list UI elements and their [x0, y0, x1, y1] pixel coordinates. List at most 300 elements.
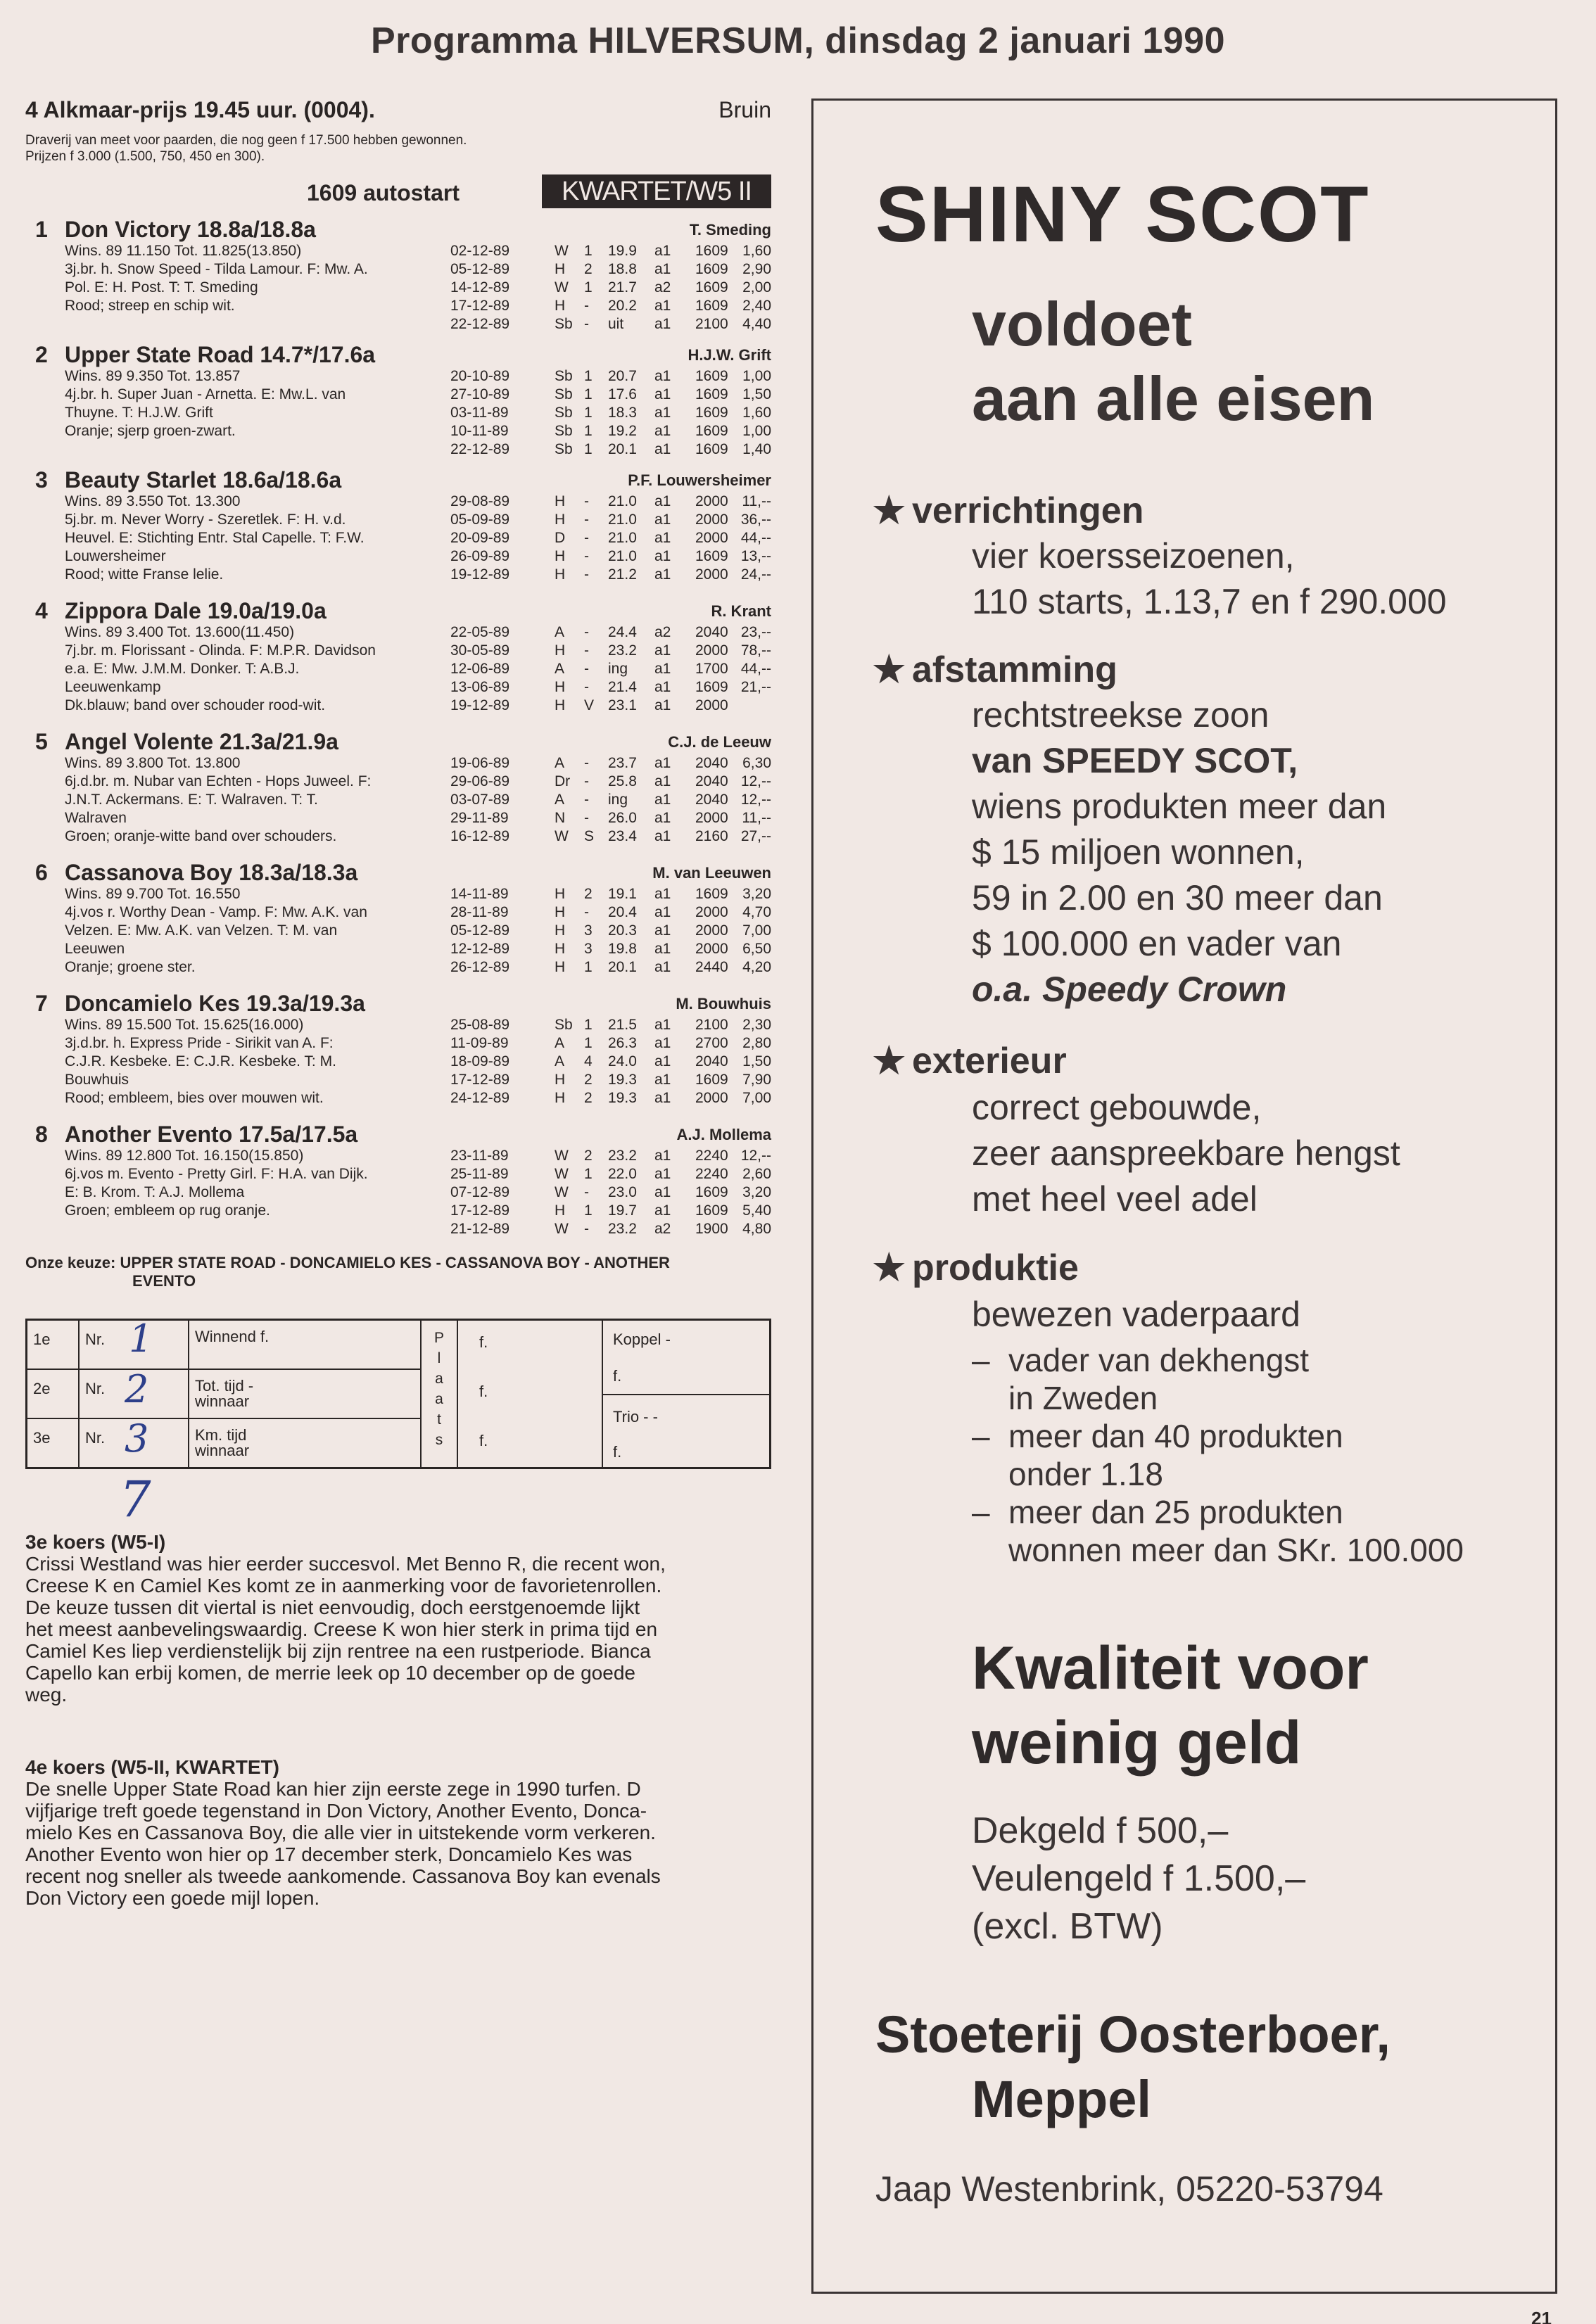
result-number-label: Nr.	[85, 1380, 106, 1397]
result-odds: 2,40	[742, 298, 771, 314]
result-date: 21-12-89	[450, 1221, 510, 1237]
result-track: A	[555, 792, 565, 808]
result-date: 20-09-89	[450, 530, 510, 546]
result-row	[450, 297, 771, 315]
ad-quality-line: Kwaliteit voor	[972, 1634, 1369, 1702]
result-odds: 4,70	[742, 904, 771, 920]
ad-section-text	[972, 1292, 1300, 1338]
result-label-line: winnaar	[195, 1442, 250, 1459]
result-track: H	[555, 959, 566, 975]
star-icon: ★	[873, 490, 906, 531]
result-track: Sb	[555, 423, 573, 439]
horse-driver: C.J. de Leeuw	[668, 733, 771, 751]
horse-header	[25, 217, 771, 242]
horse-info-line: Wins. 89 3.800 Tot. 13.800	[65, 755, 241, 771]
result-distance: 2040	[695, 755, 728, 771]
horse-header	[25, 342, 771, 367]
horse-info	[65, 754, 473, 846]
result-row	[450, 1220, 771, 1238]
horse-results	[450, 623, 771, 715]
result-date: 02-12-89	[450, 243, 510, 259]
result-date: 22-12-89	[450, 441, 510, 457]
ad-quality-line: weinig geld	[972, 1709, 1302, 1777]
result-date: 25-11-89	[450, 1166, 509, 1182]
result-time: 19.7	[608, 1202, 637, 1219]
result-date: 05-12-89	[450, 922, 510, 939]
page-number: 21	[1531, 2308, 1552, 2324]
result-odds: 3,20	[742, 1184, 771, 1200]
result-row	[450, 623, 771, 642]
result-date: 17-12-89	[450, 1202, 510, 1219]
result-row	[450, 678, 771, 697]
result-time: 20.4	[608, 904, 637, 920]
result-start: a1	[654, 1053, 671, 1069]
ad-tagline-line: aan alle eisen	[972, 364, 1375, 433]
horse-name: Upper State Road 14.7*/17.6a	[65, 342, 376, 367]
horse-info-line: Groen; embleem op rug oranje.	[65, 1202, 270, 1219]
result-start: a1	[654, 1184, 671, 1200]
result-start: a1	[654, 1035, 671, 1051]
result-time: 23.2	[608, 642, 637, 659]
result-label-line: winnaar	[195, 1392, 250, 1410]
plaats-amount-field[interactable]: f.	[458, 1370, 603, 1419]
horse-header	[25, 1122, 771, 1147]
result-distance: 2000	[695, 697, 728, 713]
result-distance: 2040	[695, 624, 728, 640]
horse-info-line: 6j.vos m. Evento - Pretty Girl. F: H.A. van Dijk.	[65, 1166, 368, 1182]
commentary-heading: 4e koers (W5-II, KWARTET)	[25, 1756, 279, 1778]
result-place: 2	[584, 886, 593, 902]
trio-label: Trio - -	[613, 1408, 658, 1425]
ad-tagline-line: voldoet	[972, 289, 1192, 359]
result-track: H	[555, 261, 566, 277]
result-place: -	[584, 755, 589, 771]
ad-dash-text: meer dan 25 produkten	[1008, 1494, 1343, 1530]
result-distance: 1900	[695, 1221, 728, 1237]
result-odds: 11,--	[742, 810, 771, 826]
result-date: 19-12-89	[450, 566, 510, 583]
result-date: 18-09-89	[450, 1053, 510, 1069]
handwritten-number: 1	[129, 1316, 153, 1361]
divider	[603, 1394, 769, 1395]
result-start: a1	[654, 441, 671, 457]
horse-info-line: 4j.vos r. Worthy Dean - Vamp. F: Mw. A.K. van	[65, 904, 367, 920]
horse-info-line: 4j.br. h. Super Juan - Arnetta. E: Mw.L. van	[65, 386, 346, 402]
result-distance: 2040	[695, 773, 728, 789]
result-time: 23.4	[608, 828, 637, 844]
result-track: Sb	[555, 368, 573, 384]
result-row	[450, 697, 771, 715]
result-place: -	[584, 773, 589, 789]
result-place: -	[584, 1221, 589, 1237]
horse-info-line: Wins. 89 9.350 Tot. 13.857	[65, 368, 241, 384]
ad-bullet-label: produktie	[912, 1247, 1079, 1288]
result-place: -	[584, 810, 589, 826]
our-choice	[25, 1254, 771, 1290]
ad-line	[972, 738, 1386, 784]
result-place: 4	[584, 1053, 593, 1069]
result-date: 13-06-89	[450, 679, 510, 695]
result-position: 1e	[27, 1321, 80, 1369]
result-track: H	[555, 512, 566, 528]
ad-bullet	[873, 490, 1144, 532]
commentary-line: De keuze tussen dit viertal is niet eenvoudig, doch eerstgenoemde lijkt	[25, 1596, 640, 1618]
result-label	[189, 1370, 422, 1418]
result-place: -	[584, 512, 589, 528]
result-start: a1	[654, 679, 671, 695]
result-row	[450, 642, 771, 660]
ad-line-text: o.a. Speedy Crown	[972, 970, 1287, 1009]
ad-brand: SHINY SCOT	[875, 170, 1370, 258]
result-number-label: Nr.	[85, 1429, 106, 1447]
result-place: -	[584, 548, 589, 564]
result-place: 1	[584, 405, 593, 421]
result-track: A	[555, 1035, 565, 1051]
ad-section-text	[972, 1085, 1400, 1222]
result-track: W	[555, 243, 569, 259]
horse-entry	[25, 342, 771, 457]
result-date: 27-10-89	[450, 386, 510, 402]
result-time: 25.8	[608, 773, 637, 789]
result-place: -	[584, 493, 589, 509]
commentary-line: Creese K en Camiel Kes komt ze in aanmerking voor de favorietenrollen.	[25, 1575, 662, 1596]
result-distance: 2100	[695, 316, 728, 332]
result-track: H	[555, 566, 566, 583]
result-start: a1	[654, 530, 671, 546]
commentary-race-3	[25, 1531, 771, 1706]
result-odds: 1,60	[742, 243, 771, 259]
result-odds: 1,00	[742, 423, 771, 439]
horse-entry	[25, 598, 771, 713]
ad-bullet	[873, 1040, 1067, 1082]
result-track: H	[555, 941, 566, 957]
result-time: 20.2	[608, 298, 637, 314]
result-date: 26-09-89	[450, 548, 510, 564]
result-odds: 5,40	[742, 1202, 771, 1219]
result-start: a1	[654, 548, 671, 564]
result-place: -	[584, 642, 589, 659]
horse-info-line: Thuyne. T: H.J.W. Grift	[65, 405, 213, 421]
ad-line: $ 100.000 en vader van	[972, 924, 1342, 963]
race-start: 1609 autostart	[307, 180, 460, 205]
result-number-field[interactable]	[80, 1367, 189, 1418]
result-start: a1	[654, 792, 671, 808]
result-row	[450, 493, 771, 511]
result-odds: 12,--	[740, 1148, 771, 1164]
horse-info-line: Wins. 89 3.400 Tot. 13.600(11.450)	[65, 624, 295, 640]
result-start: a1	[654, 697, 671, 713]
result-track: Sb	[555, 405, 573, 421]
result-distance: 2240	[695, 1166, 728, 1182]
horse-name: Don Victory 18.8a/18.8a	[65, 217, 316, 242]
result-time: 19.2	[608, 423, 637, 439]
result-place: 1	[584, 1035, 593, 1051]
result-track: W	[555, 828, 569, 844]
ad-dash-list	[972, 1341, 1464, 1569]
result-start: a1	[654, 493, 671, 509]
result-label	[189, 1419, 422, 1467]
result-odds: 1,40	[742, 441, 771, 457]
result-row	[27, 1416, 422, 1468]
horse-info	[65, 1147, 473, 1220]
result-time: 20.1	[608, 959, 637, 975]
horse-results	[450, 1147, 771, 1238]
horse-info-line: 7j.br. m. Florissant - Olinda. F: M.P.R. Davidson	[65, 642, 376, 659]
result-distance: 2040	[695, 792, 728, 808]
result-start: a1	[654, 386, 671, 402]
ad-bullet-label: afstamming	[912, 649, 1117, 690]
result-odds: 7,90	[742, 1072, 771, 1088]
result-place: 1	[584, 279, 593, 296]
ad-line: zeer aanspreekbare hengst	[972, 1134, 1400, 1173]
result-row	[27, 1367, 422, 1419]
plaats-letter: t	[437, 1411, 441, 1428]
result-time: 18.3	[608, 405, 637, 421]
horse-name: Beauty Starlet 18.6a/18.6a	[65, 467, 342, 493]
result-place: -	[584, 566, 589, 583]
result-date: 30-05-89	[450, 642, 510, 659]
result-row	[450, 773, 771, 791]
commentary-line: Another Evento won hier op 17 december sterk, Doncamielo Kes was	[25, 1843, 633, 1865]
plaats-amount-field[interactable]: f.	[458, 1419, 603, 1467]
result-row	[450, 1202, 771, 1220]
result-time: ing	[608, 661, 628, 677]
result-form	[25, 1316, 771, 1469]
result-odds: 6,50	[742, 941, 771, 957]
ad-line: rechtstreekse zoon	[972, 695, 1269, 735]
result-track: A	[555, 755, 565, 771]
plaats-letter: a	[435, 1391, 443, 1407]
result-start: a1	[654, 1017, 671, 1033]
result-track: H	[555, 298, 566, 314]
result-place: V	[584, 697, 595, 713]
result-date: 22-12-89	[450, 316, 510, 332]
horse-info	[65, 493, 473, 584]
horse-results	[450, 242, 771, 334]
result-odds: 13,--	[740, 548, 771, 564]
commentary-line: recent nog sneller als tweede aankomende. Cassanova Boy kan evenals	[25, 1865, 661, 1887]
commentary-line: weg.	[25, 1684, 68, 1706]
horse-info-line: Wins. 89 3.550 Tot. 13.300	[65, 493, 241, 509]
plaats-letter: s	[435, 1432, 443, 1448]
horse-entry	[25, 467, 771, 583]
result-start: a1	[654, 566, 671, 583]
commentary-line: mielo Kes en Cassanova Boy, die alle vier in uitstekende vorm verkeren.	[25, 1822, 656, 1843]
result-distance: 2040	[695, 1053, 728, 1069]
horse-info-line: Louwersheimer	[65, 548, 166, 564]
result-time: 19.3	[608, 1072, 637, 1088]
result-time: 19.3	[608, 1090, 637, 1106]
result-start: a2	[654, 1221, 671, 1237]
ad-stud-name: Stoeterij Oosterboer,	[875, 2005, 1391, 2064]
result-date: 17-12-89	[450, 1072, 510, 1088]
horse-number: 3	[35, 467, 48, 493]
result-odds: 12,--	[740, 773, 771, 789]
result-track: H	[555, 886, 566, 902]
race-description-line: Prijzen f 3.000 (1.500, 750, 450 en 300).	[25, 149, 265, 164]
result-time: 20.7	[608, 368, 637, 384]
result-row	[450, 404, 771, 422]
result-start: a1	[654, 810, 671, 826]
horse-results	[450, 367, 771, 459]
result-date: 22-05-89	[450, 624, 510, 640]
star-icon: ★	[873, 1041, 906, 1081]
commentary-line: De snelle Upper State Road kan hier zijn eerste zege in 1990 turfen. D	[25, 1778, 641, 1800]
result-place: 2	[584, 261, 593, 277]
result-start: a1	[654, 1072, 671, 1088]
result-place: -	[584, 624, 589, 640]
our-choice-line: EVENTO	[132, 1272, 196, 1290]
result-place: 1	[584, 386, 593, 402]
ad-bullet	[873, 649, 1117, 691]
result-distance: 2000	[695, 904, 728, 920]
horse-driver: R. Krant	[711, 602, 771, 620]
result-date: 17-12-89	[450, 298, 510, 314]
result-date: 05-09-89	[450, 512, 510, 528]
result-row	[27, 1316, 422, 1370]
ad-contact: Jaap Westenbrink, 05220-53794	[875, 2169, 1383, 2209]
result-time: 21.0	[608, 493, 637, 509]
result-start: a1	[654, 904, 671, 920]
result-date: 20-10-89	[450, 368, 510, 384]
result-date: 19-06-89	[450, 755, 510, 771]
result-place: 1	[584, 368, 593, 384]
result-start: a1	[654, 512, 671, 528]
horse-driver: H.J.W. Grift	[688, 346, 771, 364]
result-start: a1	[654, 1090, 671, 1106]
result-date: 29-06-89	[450, 773, 510, 789]
result-start: a1	[654, 316, 671, 332]
result-place: -	[584, 530, 589, 546]
ad-bullet	[873, 1247, 1079, 1289]
result-odds: 11,--	[742, 493, 771, 509]
horse-name: Doncamielo Kes 19.3a/19.3a	[65, 991, 365, 1016]
result-track: Dr	[555, 773, 571, 789]
horse-name: Cassanova Boy 18.3a/18.3a	[65, 860, 358, 885]
handwritten-number: 2	[125, 1367, 149, 1411]
horse-info	[65, 367, 473, 440]
result-track: Sb	[555, 316, 573, 332]
result-place: 3	[584, 941, 593, 957]
result-odds: 78,--	[740, 642, 771, 659]
horse-entry	[25, 991, 771, 1106]
result-row	[450, 1053, 771, 1071]
horse-info-line: 3j.d.br. h. Express Pride - Sirikit van A. F:	[65, 1035, 334, 1051]
result-row	[450, 1016, 771, 1034]
horse-info-line: Wins. 89 9.700 Tot. 16.550	[65, 886, 241, 902]
result-place: 1	[584, 1166, 593, 1182]
race-description	[25, 132, 771, 165]
our-choice-line: Onze keuze: UPPER STATE ROAD - DONCAMIELO KES - CASSANOVA BOY - ANOTHER	[25, 1254, 670, 1271]
result-odds: 7,00	[742, 1090, 771, 1106]
result-track: N	[555, 810, 566, 826]
result-time: 21.2	[608, 566, 637, 583]
result-odds: 4,40	[742, 316, 771, 332]
trio-amount-field[interactable]: f.	[613, 1443, 622, 1461]
result-date: 23-11-89	[450, 1148, 509, 1164]
horse-info-line: 3j.br. h. Snow Speed - Tilda Lamour. F: Mw. A.	[65, 261, 368, 277]
horse-results	[450, 885, 771, 977]
result-track: H	[555, 548, 566, 564]
horse-number: 7	[35, 991, 48, 1016]
star-icon: ★	[873, 649, 906, 690]
ad-line: correct gebouwde,	[972, 1088, 1262, 1127]
result-row	[450, 809, 771, 827]
kwartet-badge: KWARTET/W5 II	[542, 174, 771, 208]
result-time: 23.2	[608, 1148, 637, 1164]
horse-info-line: Walraven	[65, 810, 127, 826]
result-odds: 4,80	[742, 1221, 771, 1237]
horse-info-line: Heuvel. E: Stichting Entr. Stal Capelle. T: F.W.	[65, 530, 365, 546]
horse-info-line: Rood; embleem, bies over mouwen wit.	[65, 1090, 324, 1106]
result-number-field[interactable]	[80, 1416, 189, 1467]
plaats-amount-field[interactable]: f.	[458, 1321, 603, 1370]
result-number-field[interactable]	[80, 1316, 189, 1369]
result-track: W	[555, 279, 569, 296]
horse-info-line: Oranje; sjerp groen-zwart.	[65, 423, 236, 439]
result-place: S	[584, 828, 595, 844]
result-row	[450, 754, 771, 773]
result-place: 3	[584, 922, 593, 939]
result-row	[450, 529, 771, 547]
result-start: a1	[654, 773, 671, 789]
result-distance: 1609	[695, 405, 728, 421]
result-row	[450, 367, 771, 386]
result-odds: 2,00	[742, 279, 771, 296]
result-track: H	[555, 904, 566, 920]
plaats-column	[422, 1321, 458, 1467]
horse-info-line: Rood; streep en schip wit.	[65, 298, 235, 314]
horse-header	[25, 991, 771, 1016]
horse-driver: M. van Leeuwen	[652, 864, 771, 882]
horse-header	[25, 467, 771, 493]
ad-tagline	[972, 287, 1374, 436]
commentary-line: Camiel Kes liep verdienstelijk bij zijn rentree na een rustperiode. Bianca	[25, 1640, 651, 1662]
result-date: 10-11-89	[450, 423, 509, 439]
result-place: 1	[584, 1202, 593, 1219]
result-track: Sb	[555, 1017, 573, 1033]
horse-driver: M. Bouwhuis	[676, 995, 771, 1012]
result-odds: 21,--	[740, 679, 771, 695]
result-row	[450, 279, 771, 297]
result-row	[450, 242, 771, 260]
result-odds: 1,50	[742, 386, 771, 402]
commentary-line: vijfjarige treft goede tegenstand in Don Victory, Another Evento, Donca-	[25, 1800, 647, 1822]
result-start: a1	[654, 886, 671, 902]
result-odds: 27,--	[740, 828, 771, 844]
result-track: Sb	[555, 386, 573, 402]
horse-info-line: Wins. 89 12.800 Tot. 16.150(15.850)	[65, 1148, 304, 1164]
commentary-heading: 3e koers (W5-I)	[25, 1531, 166, 1553]
result-odds: 6,30	[742, 755, 771, 771]
result-odds: 2,90	[742, 261, 771, 277]
result-distance: 1609	[695, 679, 728, 695]
result-label-line: Km. tijd	[195, 1426, 247, 1444]
result-date: 28-11-89	[450, 904, 509, 920]
result-distance: 1609	[695, 441, 728, 457]
result-date: 12-06-89	[450, 661, 510, 677]
result-track: H	[555, 493, 566, 509]
result-time: 21.7	[608, 279, 637, 296]
result-start: a1	[654, 261, 671, 277]
result-time: 20.3	[608, 922, 637, 939]
result-row	[450, 1147, 771, 1165]
result-row	[450, 922, 771, 940]
result-distance: 1609	[695, 298, 728, 314]
result-date: 11-09-89	[450, 1035, 509, 1051]
koppel-amount-field[interactable]: f.	[613, 1367, 622, 1385]
result-date: 07-12-89	[450, 1184, 510, 1200]
